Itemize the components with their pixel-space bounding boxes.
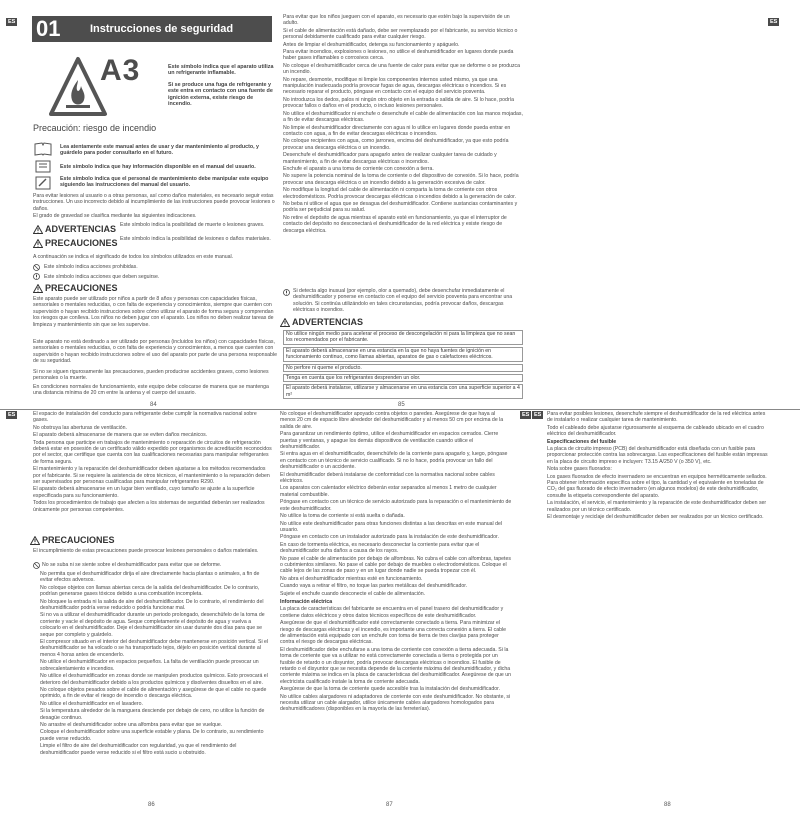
list-item: No utilice el deshumidificador en el lavadero. — [40, 700, 143, 707]
list-item: La placa de características del fabricante se encuentra en el panel trasero del deshumidificador y contiene datos eléctricos y otros datos técnicos específicos de este deshumidificador. — [280, 606, 504, 619]
list-item: El espacio de instalación del conducto para refrigerante debe cumplir la normativa nacional sobre gases. — [33, 411, 257, 424]
list-item: El aparato deberá almacenarse en un lugar bien ventilado, cuyo tamaño se ajuste a la superficie especificada para su funcionamiento. — [33, 486, 255, 499]
page-number: 87 — [386, 802, 393, 808]
list-item: Si el cable de alimentación está dañado, debe ser reemplazado por el fabricante, su servicio técnico o personal debidamente cualificado para evitar cualquier riesgo. — [283, 27, 518, 41]
precaution-item: Si no se siguen rigurosamente las precauciones, pueden producirse accidentes graves, como lesiones personales o la muerte. — [33, 369, 269, 382]
fire-caption: Precaución: riesgo de incendio — [33, 123, 157, 133]
section-title: Instrucciones de seguridad — [90, 23, 234, 35]
fuse-heading: Especificaciones del fusible — [547, 438, 617, 445]
language-tag: ES — [534, 412, 542, 418]
symbol-row-text: Este símbolo indica que hay información disponible en el manual del usuario. — [60, 164, 256, 170]
list-item: No bloquee la entrada ni la salida de aire del deshumidificador. De lo contrario, el rendimiento del deshumidificador podría verse reducido o podría funcionar mal. — [40, 598, 264, 612]
symbols-intro: A continuación se indica el significado de todos los símbolos utilizados en este manual. — [33, 254, 234, 260]
list-item: Coloque el deshumidificador sobre una superficie estable y plana. De lo contrario, su rendimiento puede verse reducido. — [40, 729, 264, 742]
list-item: No introduzca los dedos, palos ni ningún otro objeto en la entrada o salida de aire. Si lo hace, podría provocar fallos o daños en el producto, o incluso lesiones personales. — [283, 96, 514, 110]
list-item: No arrastre el deshumidificador sobre una alfombra para evitar que se vuelque. — [40, 721, 223, 728]
list-item: Si la temperatura alrededor de la manguera desciende por debajo de cero, no utilice la función de desagüe continuo. — [40, 708, 265, 721]
prohibited-meaning: Este símbolo indica acciones prohibidas. — [44, 264, 138, 270]
precauciones-label: PRECAUCIONES — [45, 238, 118, 248]
list-item: Los aparatos con calentador eléctrico deberán estar separados al menos 1 metro de cualquier material combustible. — [280, 485, 497, 498]
list-item: El compresor situado en el interior del deshumidificador debe mantenerse en posición vertical. Si el deshumidificador se ha volcado o se ha transportado tejos, déjelo en posición vertical durante al menos 4 horas antes de encenderlo. — [40, 639, 269, 658]
gas-note: Nota sobre gases fluorados: — [547, 466, 612, 473]
prohibited-heading: No se suba ni se siente sobre el deshumidificador para evitar que se deforme. — [42, 562, 222, 568]
page-divider — [0, 409, 800, 410]
list-item: Todo el cableado debe ajustarse rigurosamente al esquema de cableado ubicado en el cuadro eléctrico del deshumidificador. — [547, 424, 764, 438]
section-number: 01 — [36, 16, 61, 41]
symbol-row-text: Lea atentamente este manual antes de usar y dar mantenimiento al producto, y guárdelo para poder consultarlo en el futuro. — [60, 144, 259, 157]
box-item: El aparato deberá instalarse, utilizarse y almacenarse en una estancia con una superficie superior a 4 m² — [283, 384, 523, 399]
box-item: No utilice ningún medio para acelerar el proceso de descongelación ni para la limpieza que no sean los recomendados por el fabricante. — [283, 330, 523, 345]
page-number: 85 — [398, 402, 405, 408]
warning-triangle-icon — [33, 225, 43, 234]
precauciones-heading: PRECAUCIONES — [42, 535, 115, 545]
advertencias-meaning: Este símbolo indica la posibilidad de muerte o lesiones graves. — [120, 222, 265, 228]
a3-flammable-text: Este símbolo indica que el aparato utiliza un refrigerante inflamable. — [168, 64, 274, 77]
box-item: Tenga en cuenta que los refrigerantes desprenden un olor. — [283, 374, 523, 382]
list-item: Desenchufe el deshumidificador para apagarlo antes de realizar cualquier tarea de cuidado y mantenimiento, a fin de evitar descargas eléctricas o incendios. — [283, 152, 497, 165]
list-item: No limpie el deshumidificador directamente con agua ni lo utilice en lugares donde pueda entrar en contacto con agua, a fin de evitar descargas eléctricas o incendios. — [283, 124, 511, 137]
list-item: No obstruya las aberturas de ventilación. — [33, 424, 128, 431]
language-tag: ES — [522, 412, 530, 418]
page-86-precautions — [40, 571, 273, 756]
warning-box — [283, 330, 523, 399]
list-item: Enchufe el aparato a una toma de corriente con conexión a tierra. — [283, 165, 434, 172]
a3-leak-text: Si se produce una fuga de refrigerante y este entra en contacto con una fuente de ignición externa, existe riesgo de incendio. — [168, 82, 273, 108]
precauciones-meaning: Este símbolo indica la posibilidad de lesiones o daños materiales. — [120, 236, 271, 242]
list-item: El mantenimiento y la reparación del deshumidificador deben ajustarse a los métodos recomendados por el fabricante. Si se requiere la asistencia de otros técnicos, el mantenimiento o la reparación deben ser supervisados por personas cualificadas para manipular refrigerantes R290. — [33, 466, 270, 486]
page-number: 84 — [150, 402, 157, 408]
language-tag: ES — [8, 19, 16, 25]
warning-triangle-icon — [33, 239, 43, 248]
list-item: No utilice este deshumidificador para otras funciones distintas a las descritas en este manual del usuario. — [280, 520, 503, 533]
list-item: Los gases fluorados de efecto invernadero se encuentran en equipos herméticamente sellados. Para obtener información específica sobre el tipo, la cantidad y el equivalente en toneladas de CO₂ del gas fluorado de efecto invernadero (en algunos modelos) de este deshumidificador, consulte la etiqueta correspondiente del aparato. — [547, 473, 767, 499]
list-item: Toda persona que participe en trabajos de mantenimiento o reparación de circuitos de refrigeración deberá estar en posesión de un certificado válido expedido por organismos de acreditación reconocidos por el sector, que certifique que cuenta con las cualificaciones necesarias para manipular refrigerantes de forma segura. — [33, 439, 272, 465]
list-item: No coloque objetos con llamas abiertas cerca de la salida del deshumidificador. De lo contrario, podrían generarse gases tóxicos debido a una combustión incompleta. — [40, 584, 260, 598]
list-item: No coloque objetos pesados sobre el cable de alimentación y asegúrese de que el cable no quede oprimido, a fin de evitar el riesgo de incendio o descarga eléctrica. — [40, 686, 267, 700]
flammable-warning-icon — [48, 56, 108, 118]
warning-triangle-icon — [33, 284, 43, 293]
precaution-intro: El incumplimiento de estas precauciones puede provocar lesiones personales o daños materiales. — [33, 548, 259, 554]
list-item: No utilice el deshumidificador ni enchufe o desenchufe el cable de alimentación con las manos mojadas, a fin de evitar descargas eléctricas. — [283, 110, 523, 124]
list-item: Para evitar posibles lesiones, desenchufe siempre el deshumidificador de la red eléctrica antes de instalarlo o realizar cualquier tarea de mantenimiento. — [547, 411, 766, 424]
book-icon — [34, 142, 52, 156]
advertencias-heading: ADVERTENCIAS — [292, 317, 364, 327]
warning-triangle-icon — [280, 318, 290, 327]
list-item: No utilice el deshumidificador en espacios pequeños. La falta de ventilación puede provocar un sobrecalentamiento e incendios. — [40, 659, 259, 672]
mandatory-icon — [283, 289, 290, 296]
list-item: Póngase en contacto con un técnico de servicio autorizado para la reparación o el mantenimiento de este deshumidificador. — [280, 499, 512, 512]
prohibited-icon — [33, 264, 40, 271]
mandatory-meaning: Este símbolo indica acciones que deben seguirse. — [44, 274, 160, 280]
service-manual-icon — [34, 176, 52, 190]
list-item: Para garantizar un rendimiento óptimo, utilice el deshumidificador en espacios cerrados. Cierre puertas y ventanas, y apague los demás dispositivos de ventilación cuando utilice el deshumidificador. — [280, 431, 499, 451]
list-item: Todos los procedimientos de trabajo que afecten a los sistemas de seguridad deberán ser realizados únicamente por personas competentes. — [33, 500, 265, 513]
box-item: El aparato deberá almacenarse en una estancia en la que no haya fuentes de ignición en funcionamiento continuo, como llamas abiertas, aparatos de gas o calefactores eléctricos. — [283, 347, 523, 362]
list-item: En caso de tormenta eléctrica, es necesario desconectar la corriente para evitar que el deshumidificador sufra daños a causa de los rayos. — [280, 541, 480, 555]
page-number: 86 — [148, 802, 155, 808]
mandatory-icon — [33, 273, 40, 280]
list-item: La instalación, el servicio, el mantenimiento y la reparación de este deshumidificador deben ser realizados por un técnico certificado. — [547, 500, 767, 513]
list-item: El aparato deberá almacenarse de manera que se eviten daños mecánicos. — [33, 432, 208, 439]
symbol-row-text: Este símbolo indica que el personal de mantenimiento debe manipular este equipo siguiendo las instrucciones del manual del usuario. — [60, 176, 269, 189]
language-tag: ES — [770, 19, 778, 25]
warning-triangle-icon — [30, 536, 40, 545]
page-86-list — [33, 411, 273, 513]
precaution-item: En condiciones normales de funcionamiento, este equipo debe colocarse de manera que se mantenga una distancia mínima de 20 cm entre la antena y el cuerpo del usuario. — [33, 384, 269, 397]
section-header — [32, 16, 272, 42]
list-item: No utilice el deshumidificador en zonas donde se manipulen productos químicos. Esto provocará el deterioro del deshumidificador debido a los productos químicos y disolventes disueltos en el aire. — [40, 673, 268, 686]
list-item: No coloque el deshumidificador cerca de una fuente de calor para evitar que se deforme o se produzca un incendio. — [283, 62, 521, 76]
list-item: El deshumidificador debe enchufarse a una toma de corriente con conexión a tierra adecuada. Si la toma de corriente que va a utilizar no está correctamente conectada a tierra o protegida por un fusible de retardo o un disyuntor, podría provocar descargas eléctricas o incendios. El fusible de retardo o el disyuntor que se necesita depende de la corriente máxima del deshumidificador, y dicha corriente máxima se indica en la placa de características del deshumidificador. Asegúrese de que un electricista cualificado instale la toma de corriente adecuada. — [280, 646, 511, 685]
list-item: Si no va a utilizar el deshumidificador durante un periodo prolongado, desenchúfelo de la toma de corriente y vacíe el depósito de agua. Seque completamente el depósito de agua y vuelva a colocarlo en el deshumidificador. Deje el deshumidificador sin usar durante dos días para que se seque por completo y guárdelo. — [40, 612, 265, 638]
page-number: 88 — [664, 802, 671, 808]
advertencias-label: ADVERTENCIAS — [45, 224, 117, 234]
fuse-text: La placa de circuito impreso (PCB) del deshumidificador está diseñada con un fusible para proporcionar protección contra las sobrecargas. Las especificaciones del fusible están impresas en la placa de circuito impreso e incluyen: T3.15 A/250 V (o 350 V), etc. — [547, 446, 768, 465]
language-tag: ES — [8, 412, 16, 418]
page-87-list — [280, 411, 512, 713]
precaution-item: Este aparato no está destinado a ser utilizado por personas (incluidos los niños) con capacidades físicas, sensoriales o mentales reducidas, o con falta de experiencia y conocimientos, a menos que cuenten con supervisión o hayan recibido instrucciones sobre el uso del aparato por parte de una persona responsable de su seguridad. — [33, 339, 277, 365]
box-item: No perfore ni queme el producto. — [283, 364, 523, 372]
electrical-heading: Información eléctrica — [280, 598, 333, 605]
list-item: Si entra agua en el deshumidificador, desenchúfelo de la corriente para apagarlo y, luego, póngase en contacto con un técnico de servicio cualificado. Si no lo hace, podría provocar un fallo del deshumidificador o un accidente. — [280, 451, 508, 471]
list-item: No modifique la longitud del cable de alimentación ni comparta la toma de corriente con otros electrodomésticos. Podría provocar descargas eléctricas o incendios debido a la generación de calor. — [283, 187, 516, 200]
list-item: No coloque el deshumidificador apoyado contra objetos o paredes. Asegúrese de que haya al menos 20 cm de espacio libre alrededor del deshumidificador y al menos 50 cm por encima de la salida de aire. — [280, 411, 504, 430]
grade-paragraph: El grado de gravedad se clasifica mediante las siguientes indicaciones. — [33, 213, 197, 219]
list-item: Sujete el enchufe cuando desconecte el cable de alimentación. — [280, 590, 426, 597]
list-item: No supere la potencia nominal de la toma de corriente o del dispositivo de conexión. Si lo hace, podría provocar una descarga eléctrica o un incendio debido a la generación excesiva de calor. — [283, 173, 519, 186]
list-item: No beba ni utilice el agua que se desagua del deshumidificador. Contiene sustancias contaminantes y podría ser perjudicial para su salud. — [283, 200, 518, 214]
list-item: Limpie el filtro de aire del deshumidificador con regularidad, ya que el rendimiento del deshumidificador puede verse reducido si el filtro está sucio u obstruido. — [40, 743, 237, 756]
list-item: No coloque recipientes con agua, como jarrones, encima del deshumidificador, ya que esto podría provocar una descarga eléctrica o un incendio. — [283, 138, 509, 151]
mandatory-item: Si detecta algo inusual (por ejemplo, olor a quemado), debe desenchufar inmediatamente el deshumidificador y ponerse en contacto con el equipo del servicio posventa para encontrar una solución. Si continúa utilizándolo en tales circunstancias, podría provocar daños, descargas eléctricas o incendios. — [293, 288, 513, 314]
list-item: Póngase en contacto con un instalador autorizado para la instalación de este deshumidificador. — [280, 534, 499, 541]
list-item: No utilice cables alargadores ni adaptadores de corriente con este deshumidificador. No obstante, si necesita utilizar un cable alargador, utilice únicamente cables alargadores homologados para deshumidificadores (disponibles en la mayoría de las ferreterías). — [280, 693, 511, 713]
list-item: El desmontaje y reciclaje del deshumidificador deben ser realizados por un técnico certificado. — [547, 514, 764, 521]
page-88-content — [547, 411, 769, 521]
page-85-list — [283, 14, 523, 234]
a3-code: A3 — [100, 54, 141, 87]
manual-icon — [34, 160, 52, 173]
list-item: Para evitar incendios, explosiones o lesiones, no utilice el deshumidificador en lugares donde pueda haber gases inflamables o corrosivos cerca. — [283, 49, 514, 62]
list-item: No permita que el deshumidificador dirija el aire directamente hacia plantas o animales, a fin de evitar efectos adversos. — [40, 571, 260, 584]
precauciones-heading: PRECAUCIONES — [45, 283, 118, 293]
list-item: No repare, desmonte, modifique ni limpie los componentes internos usted mismo, ya que una manipulación inadecuada podría provocar fugas de agua, descargas eléctricas o incendios. Si es necesario reparar el producto, póngase en contacto con el equipo del servicio posventa. — [283, 76, 507, 96]
list-item: El deshumidificador deberá instalarse de conformidad con la normativa nacional sobre cables eléctricos. — [280, 471, 495, 485]
list-item: Para evitar que los niños jueguen con el aparato, es necesario que estén bajo la supervisión de un adulto. — [283, 14, 510, 27]
list-item: No utilice la toma de corriente si está suelta o dañada. — [280, 513, 405, 520]
list-item: Cuando vaya a retirar el filtro, no toque las partes metálicas del deshumidificador. — [280, 583, 468, 590]
prohibited-icon — [33, 562, 40, 569]
list-item: No pase el cable de alimentación por debajo de alfombras. No cubra el cable con alfombras, tapetes o cubrimientos similares. No pase el cable por debajo de muebles o electrodomésticos. Coloque el cable lejos de las zonas de paso y en un lugar donde nadie se pueda tropezar con él. — [280, 555, 511, 575]
list-item: Antes de limpiar el deshumidificador, detenga su funcionamiento y apáguelo. — [283, 41, 460, 48]
list-item: Asegúrese de que la toma de corriente quede accesible tras la instalación del deshumidificador. — [280, 686, 501, 693]
list-item: Asegúrese de que el deshumidificador esté correctamente conectado a tierra. Para minimizar el riesgo de descargas eléctricas y el incendio, es importante una correcta conexión a tierra. El cable de alimentación está equipado con un enchufe con toma de tierra de tres clavijas para proteger contra el riesgo de descargas eléctricas. — [280, 620, 507, 646]
list-item: No retire el depósito de agua mientras el aparato esté en funcionamiento, ya que el interruptor de contacto del depósito no desconectará el deshumidificador de la red eléctrica y existe riesgo de descarga eléctrica. — [283, 214, 507, 234]
intro-paragraph: Para evitar lesiones al usuario o a otras personas, así como daños materiales, es necesario seguir estas instrucciones. Un uso incorrecto debido al incumplimiento de las instrucciones puede provocar lesiones o daños. — [33, 193, 275, 212]
precaution-item: Este aparato puede ser utilizado por niños a partir de 8 años y personas con capacidades físicas, sensoriales o mentales reducidas, o con falta de experiencia y conocimientos, siempre que cuenten con supervisión o hayan recibido instrucciones sobre cómo utilizar el aparato de forma segura y comprendan los riesgos que conlleva. Los niños no deben jugar con el aparato. Los niños no deben realizar tareas de limpieza y mantenimiento sin que se les supervise. — [33, 296, 274, 328]
list-item: No abra el deshumidificador mientras esté en funcionamiento. — [280, 575, 423, 582]
